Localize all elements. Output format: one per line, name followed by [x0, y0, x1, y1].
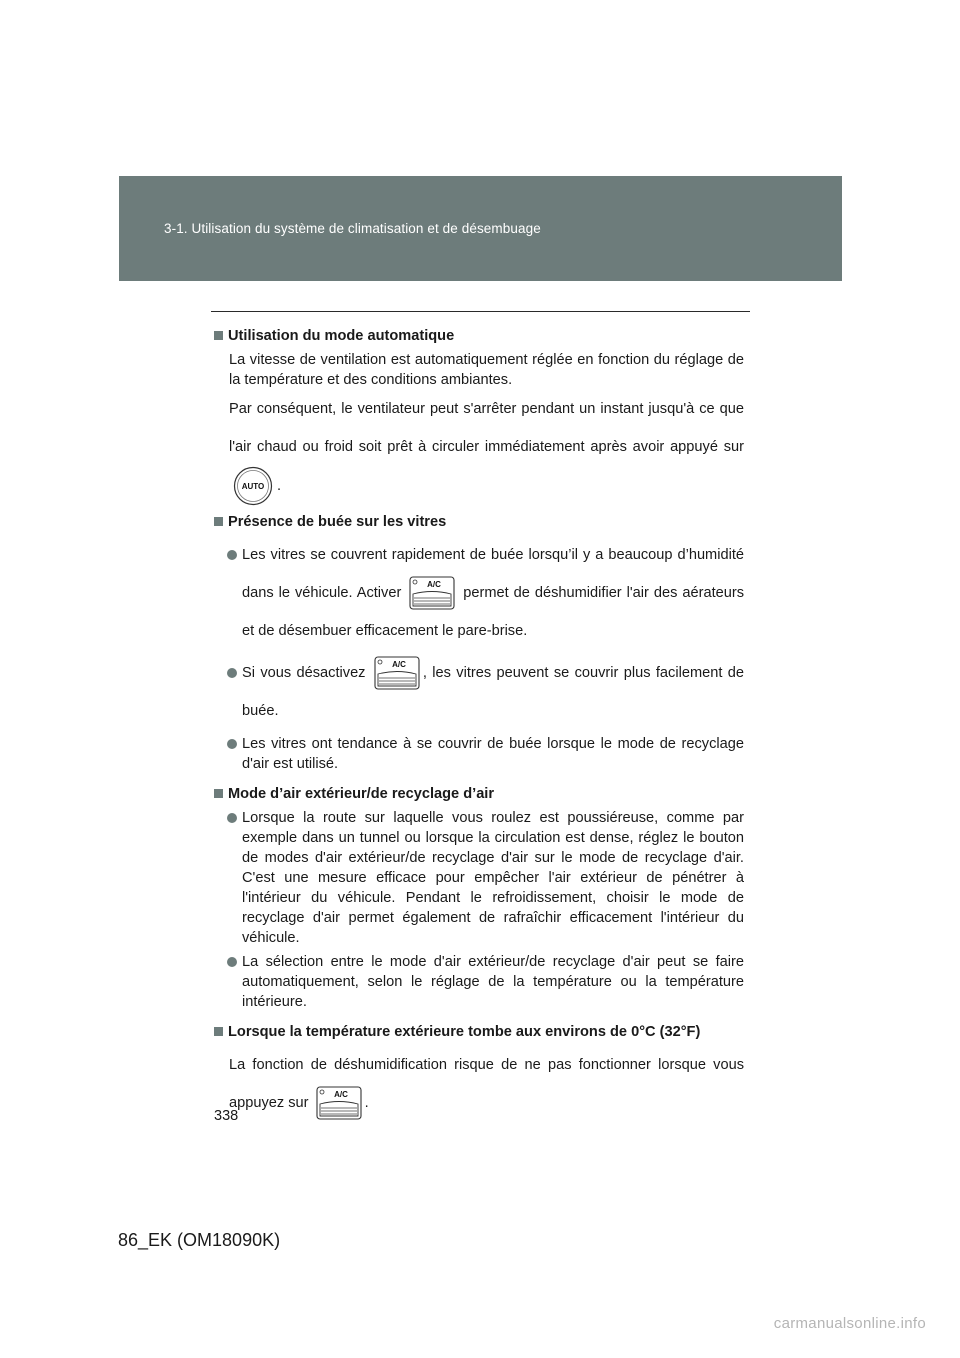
bullet-dot-icon [227, 550, 237, 560]
page-content [214, 326, 744, 1122]
air-mode-bullet-2: La sélection entre le mode d'air extérieur/de recyclage d'air peut se faire automatiquement, selon le réglage de la température ou la température intérieure. [242, 954, 744, 1010]
auto-mode-text-2-end: . [277, 477, 282, 494]
air-mode-bullets [227, 808, 744, 1012]
ac-button-label: A/C [391, 660, 406, 670]
auto-mode-text-1: La vitesse de ventilation est automatiquement réglée en fonction du réglage de la température et des conditions ambiantes. [229, 352, 744, 388]
air-mode-bullet-1: Lorsque la route sur laquelle vous roulez est poussiéreuse, comme par exemple dans un tunnel ou lorsque la circulation est dense, réglez le bouton de modes d'air extérieur/de recyclage d'air sur le mode de recyclage d'air. C'est une mesure efficace pour empêcher l'air extérieur de pénétrer à l'intérieur du véhicule. Pendant le refroidissement, choisir le mode de recyclage d'air permet également de rafraîchir efficacement l'intérieur du véhicule. [242, 810, 744, 946]
heading-auto-mode: Utilisation du mode automatique [214, 326, 744, 346]
auto-button-icon [233, 466, 273, 506]
list-item [227, 734, 744, 774]
ac-button-icon [374, 656, 420, 690]
auto-mode-text [229, 350, 744, 506]
fogging-bullet-3: Les vitres ont tendance à se couvrir de buée lorsque le mode de recyclage d'air est utilisé. [242, 736, 744, 772]
list-item [227, 808, 744, 948]
heading-cold-temperature: Lorsque la température extérieure tombe aux environs de 0°C (32°F) [214, 1022, 744, 1042]
bullet-dot-icon [227, 668, 237, 678]
fogging-bullet-2-start: Si vous désactivez [242, 665, 366, 681]
list-item [227, 654, 744, 730]
chapter-header-band [119, 176, 842, 281]
ac-button-icon [409, 576, 455, 610]
fogging-bullet-1-end: permet de déshumidifier l'air des aérateurs et de désembuer efficacement le pare-brise. [242, 585, 745, 639]
bullet-dot-icon [227, 813, 237, 823]
fogging-bullet-2-end: , les vitres peuvent se couvrir plus facilement de buée. [242, 665, 744, 719]
list-item [227, 536, 744, 650]
auto-button-label: AUTO [241, 482, 265, 491]
heading-air-mode: Mode d’air extérieur/de recyclage d’air [214, 784, 744, 804]
watermark: carmanualsonline.info [773, 1315, 926, 1332]
cold-temperature-text-end: . [364, 1095, 369, 1111]
ac-button-label: A/C [333, 1090, 348, 1100]
heading-fogging: Présence de buée sur les vitres [214, 512, 744, 532]
page-number: 338 [214, 1108, 239, 1124]
bullet-dot-icon [227, 957, 237, 967]
ac-button-label: A/C [427, 580, 442, 590]
section-title: 3-1. Utilisation du système de climatisation et de désembuage [164, 221, 541, 236]
ac-button-icon [316, 1086, 362, 1120]
fogging-bullet-1-start: Les vitres se couvrent rapidement de buée lorsqu’il y a beaucoup d’humidité dans le véhicule. Activer [242, 547, 744, 601]
cold-temperature-text [229, 1046, 744, 1122]
auto-mode-text-2-start: Par conséquent, le ventilateur peut s'arrêter pendant un instant jusqu'à ce que l'air chaud ou froid soit prêt à circuler immédiatement après avoir appuyé sur [229, 401, 744, 455]
fogging-bullets [227, 536, 744, 774]
header-rule [211, 311, 750, 312]
list-item [227, 952, 744, 1012]
bullet-dot-icon [227, 739, 237, 749]
cold-temperature-text-start: La fonction de déshumidification risque de ne pas fonctionner lorsque vous appuyez sur [229, 1057, 744, 1111]
auto-mode-text-2 [229, 401, 744, 494]
document-code: 86_EK (OM18090K) [118, 1230, 281, 1250]
